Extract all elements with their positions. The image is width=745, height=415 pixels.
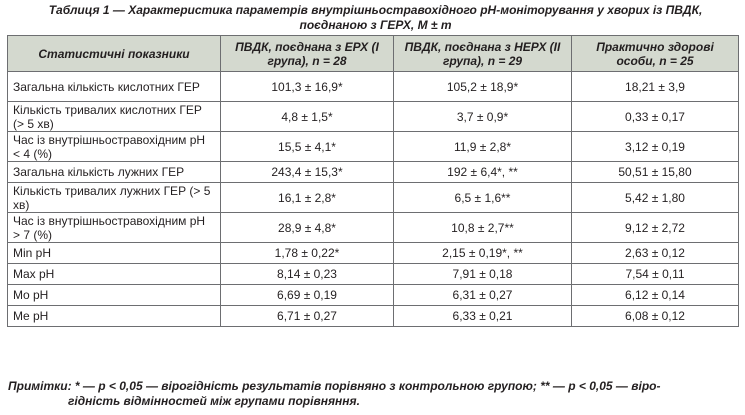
cell-group-2: 3,7 ± 0,9*	[394, 102, 572, 132]
cell-control: 2,63 ± 0,12	[572, 243, 739, 264]
cell-group-1: 6,69 ± 0,19	[221, 285, 394, 306]
cell-control: 6,08 ± 0,12	[572, 306, 739, 327]
table-row	[8, 213, 739, 243]
row-label: Кількість тривалих кислотних ГЕР (> 5 хв)	[8, 102, 221, 132]
cell-group-1: 1,78 ± 0,22*	[221, 243, 394, 264]
cell-group-2: 105,2 ± 18,9*	[394, 72, 572, 102]
cell-group-1: 15,5 ± 4,1*	[221, 132, 394, 162]
cell-group-2: 6,33 ± 0,21	[394, 306, 572, 327]
header-group-2: ПВДК, поєднана з НЕРХ (ІІ група), n = 29	[394, 36, 572, 72]
header-stat: Статистичні показники	[8, 36, 221, 72]
cell-group-1: 16,1 ± 2,8*	[221, 183, 394, 213]
cell-control: 7,54 ± 0,11	[572, 264, 739, 285]
table-row	[8, 162, 739, 183]
row-label: Кількість тривалих лужних ГЕР (> 5 хв)	[8, 183, 221, 213]
row-label: Min pH	[8, 243, 221, 264]
table-row	[8, 72, 739, 102]
table-header-row	[8, 36, 739, 72]
cell-group-2: 192 ± 6,4*, **	[394, 162, 572, 183]
row-label: Загальна кількість лужних ГЕР	[8, 162, 221, 183]
table-row	[8, 132, 739, 162]
cell-group-1: 4,8 ± 1,5*	[221, 102, 394, 132]
cell-group-1: 6,71 ± 0,27	[221, 306, 394, 327]
row-label: Час із внутрішньостравохідним pH < 4 (%)	[8, 132, 221, 162]
table-row	[8, 306, 739, 327]
table-row	[8, 243, 739, 264]
header-control: Практично здорові особи, n = 25	[572, 36, 739, 72]
data-table	[7, 35, 739, 327]
caption-line-2: поєднаною з ГЕРХ, M ± m	[299, 18, 452, 32]
cell-group-1: 243,4 ± 15,3*	[221, 162, 394, 183]
cell-group-1: 8,14 ± 0,23	[221, 264, 394, 285]
cell-group-2: 11,9 ± 2,8*	[394, 132, 572, 162]
cell-group-2: 6,5 ± 1,6**	[394, 183, 572, 213]
table-caption	[8, 3, 743, 33]
cell-group-1: 101,3 ± 16,9*	[221, 72, 394, 102]
data-table-container	[7, 35, 738, 327]
table-row	[8, 102, 739, 132]
cell-control: 3,12 ± 0,19	[572, 132, 739, 162]
table-row	[8, 285, 739, 306]
cell-control: 0,33 ± 0,17	[572, 102, 739, 132]
table-row	[8, 183, 739, 213]
cell-group-1: 28,9 ± 4,8*	[221, 213, 394, 243]
cell-control: 6,12 ± 0,14	[572, 285, 739, 306]
cell-group-2: 7,91 ± 0,18	[394, 264, 572, 285]
header-group-1: ПВДК, поєднана з ЕРХ (І група), n = 28	[221, 36, 394, 72]
cell-control: 18,21 ± 3,9	[572, 72, 739, 102]
caption-line-1: Таблиця 1 — Характеристика параметрів внутрішньостравохідного рН-моніторування у хворих із ПВДК,	[48, 3, 703, 17]
cell-control: 9,12 ± 2,72	[572, 213, 739, 243]
table-row	[8, 264, 739, 285]
cell-control: 50,51 ± 15,80	[572, 162, 739, 183]
cell-group-2: 10,8 ± 2,7**	[394, 213, 572, 243]
row-label: Загальна кількість кислотних ГЕР	[8, 72, 221, 102]
table-notes	[8, 379, 741, 409]
cell-control: 5,42 ± 1,80	[572, 183, 739, 213]
row-label: Max pH	[8, 264, 221, 285]
row-label: Mo pH	[8, 285, 221, 306]
notes-line-1: Примітки: * — p < 0,05 — вірогідність результатів порівняно з контрольною групою; ** — p < 0,05 — віро-	[8, 379, 661, 393]
cell-group-2: 6,31 ± 0,27	[394, 285, 572, 306]
cell-group-2: 2,15 ± 0,19*, **	[394, 243, 572, 264]
notes-line-2: гідність відмінностей між групами порівняння.	[68, 394, 360, 408]
row-label: Час із внутрішньостравохідним pH > 7 (%)	[8, 213, 221, 243]
row-label: Me pH	[8, 306, 221, 327]
